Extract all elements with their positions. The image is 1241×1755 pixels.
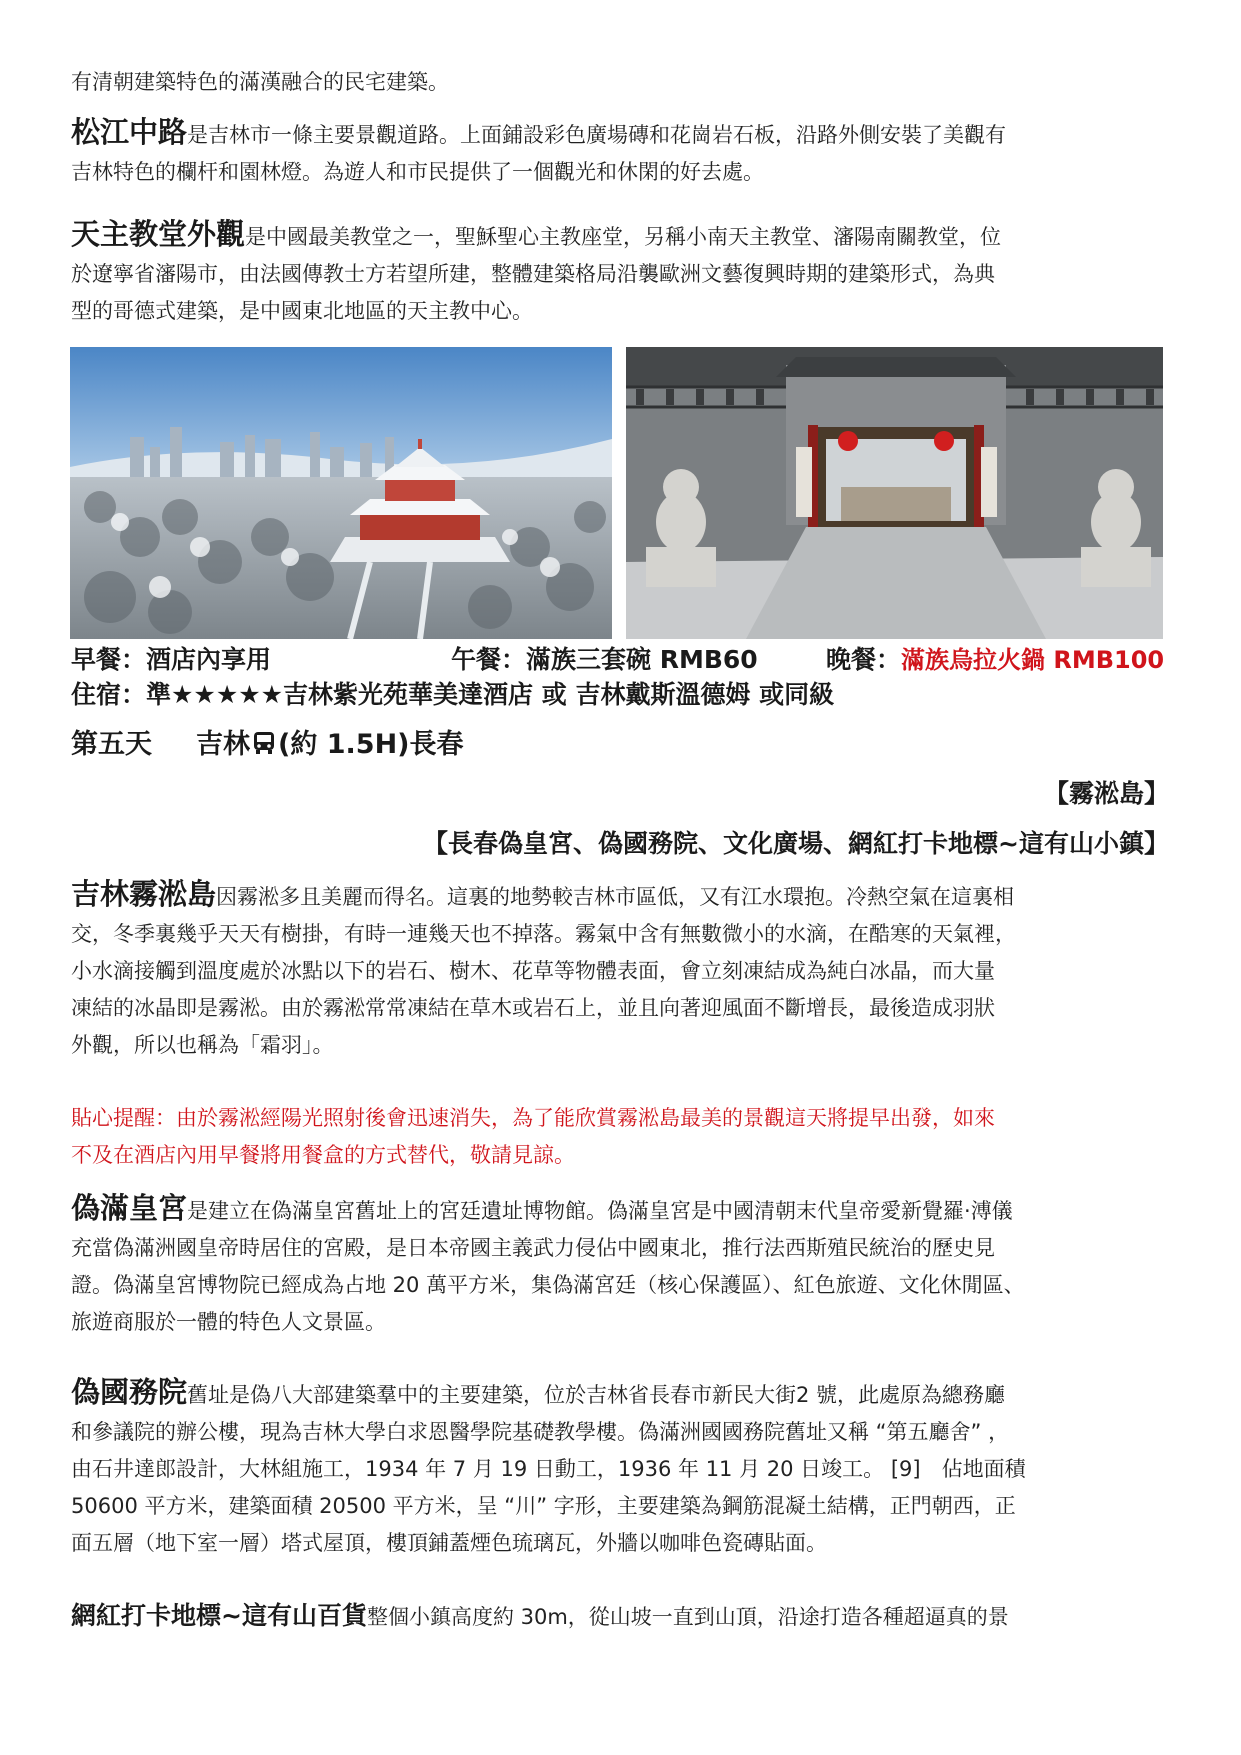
rime-line-2: 交，冬季裏幾乎天天有樹掛，有時一連幾天也不掉落。霧氣中含有無數微小的水滴，在酷寒的天氣裡， (71, 922, 1016, 946)
landmark-line-1: 整個小鎮高度約 30m，從山坡一直到山頂，沿途打造各種超逼真的景 (366, 1605, 1009, 1629)
snow-pavilion-photo (70, 347, 612, 639)
palace-line-1: 是建立在偽滿皇宮舊址上的宮廷遺址博物館。偽滿皇宮是中國清朝末代皇帝愛新覺羅·溥儀 (187, 1199, 1013, 1223)
church-line-1: 是中國最美教堂之一，聖穌聖心主教座堂，另稱小南天主教堂、瀋陽南關教堂，位 (245, 225, 1002, 249)
church-paragraph (71, 216, 1181, 330)
palace-line-3: 證。偽滿皇宮博物院已經成為占地 20 萬平方米，集偽滿宮廷（核心保護區）、紅色旅遊、文化休閒區、 (71, 1273, 1025, 1297)
day-from: 吉林 (196, 729, 250, 760)
state-council-line-3: 由石井達郎設計，大林組施工，1934 年 7 月 19 日動工，1936 年 11 月 20 日竣工。 [9] 佔地面積 (71, 1457, 1026, 1481)
songjiang-title: 松江中路 (71, 115, 188, 149)
bus-icon (253, 731, 275, 762)
notice-paragraph (71, 1100, 1181, 1174)
rime-line-4: 凍結的冰晶即是霧淞。由於霧淞常常凍結在草木或岩石上，並且向著迎風面不斷增長，最後造成羽狀 (71, 996, 995, 1020)
state-council-line-1: 舊址是偽八大部建築羣中的主要建築，位於吉林省長春市新民大街2 號，此處原為總務廳 (187, 1383, 1006, 1407)
palace-gate-photo (626, 347, 1163, 639)
dinner-info (826, 640, 1164, 676)
state-council-paragraph (71, 1374, 1181, 1562)
rime-title: 吉林霧淞島 (71, 877, 217, 911)
rime-line-3: 小水滴接觸到溫度處於冰點以下的岩石、樹木、花草等物體表面，會立刻凍結成為純白冰晶，而大量 (71, 959, 995, 983)
state-council-line-4: 50600 平方米，建築面積 20500 平方米，呈 “川” 字形，主要建築為鋼筋混凝土結構，正門朝西，正 (71, 1494, 1016, 1518)
palace-paragraph (71, 1190, 1181, 1341)
songjiang-paragraph (71, 114, 1181, 191)
breakfast-info: 早餐：酒店內享用 (71, 645, 272, 674)
day-label: 第五天 (71, 729, 152, 760)
notice-line-2: 不及在酒店內用早餐將用餐盒的方式替代，敬請見諒。 (71, 1143, 575, 1167)
day-heading (71, 722, 464, 762)
state-council-line-2: 和參議院的辦公樓，現為吉林大學白求恩醫學院基礎教學樓。偽滿洲國國務院舊址又稱 “第五廳舍” ， (71, 1420, 1010, 1444)
day-duration: (約 1.5H)長春 (278, 729, 464, 760)
landmark-paragraph (71, 1597, 1181, 1636)
songjiang-line-2: 吉林特色的欄杆和園林燈。為遊人和市民提供了一個觀光和休閑的好去處。 (71, 160, 764, 184)
dinner-value: 滿族烏拉火鍋 RMB100 (901, 646, 1165, 674)
highlights-line-2: 【長春偽皇宮、偽國務院、文化廣場、網紅打卡地標~這有山小鎮】 (423, 829, 1169, 858)
notice-line-1: 貼心提醒：由於霧淞經陽光照射後會迅速消失，為了能欣賞霧淞島最美的景觀這天將提早出發，如來 (71, 1106, 995, 1130)
lunch-info: 午餐：滿族三套碗 RMB60 (451, 645, 758, 674)
hotel-info: 住宿：準★★★★★吉林紫光苑華美達酒店 或 吉林戴斯溫德姆 或同級 (71, 680, 835, 709)
rime-line-1: 因霧淞多且美麗而得名。這裏的地勢較吉林市區低，又有江水環抱。冷熱空氣在這裏相 (216, 885, 1015, 909)
state-council-title: 偽國務院 (71, 1375, 188, 1409)
palace-line-2: 充當偽滿洲國皇帝時居住的宮殿，是日本帝國主義武力侵佔中國東北，推行法西斯殖民統治的歷史見 (71, 1236, 995, 1260)
church-title: 天主教堂外觀 (71, 217, 246, 251)
palace-line-4: 旅遊商服於一體的特色人文景區。 (71, 1310, 386, 1334)
church-line-3: 型的哥德式建築，是中國東北地區的天主教中心。 (71, 299, 533, 323)
intro-line: 有清朝建築特色的滿漢融合的民宅建築。 (71, 70, 449, 94)
songjiang-line-1: 是吉林市一條主要景觀道路。上面鋪設彩色廣場磚和花崗岩石板，沿路外側安裝了美觀有 (187, 123, 1007, 147)
state-council-line-5: 面五層（地下室一層）塔式屋頂，樓頂鋪蓋煙色琉璃瓦，外牆以咖啡色瓷磚貼面。 (71, 1531, 827, 1555)
rime-line-5: 外觀，所以也稱為「霜羽」。 (71, 1033, 334, 1057)
landmark-title: 網紅打卡地標~這有山百貨 (71, 1601, 367, 1630)
palace-title: 偽滿皇宮 (71, 1191, 188, 1225)
highlights-line-1: 【霧淞島】 (1043, 779, 1169, 808)
intro-paragraph (71, 64, 1181, 101)
church-line-2: 於遼寧省瀋陽市，由法國傳教士方若望所建，整體建築格局沿襲歐洲文藝復興時期的建築形式，為典 (71, 262, 995, 286)
dinner-label: 晚餐： (826, 645, 902, 674)
rime-paragraph (71, 876, 1181, 1064)
